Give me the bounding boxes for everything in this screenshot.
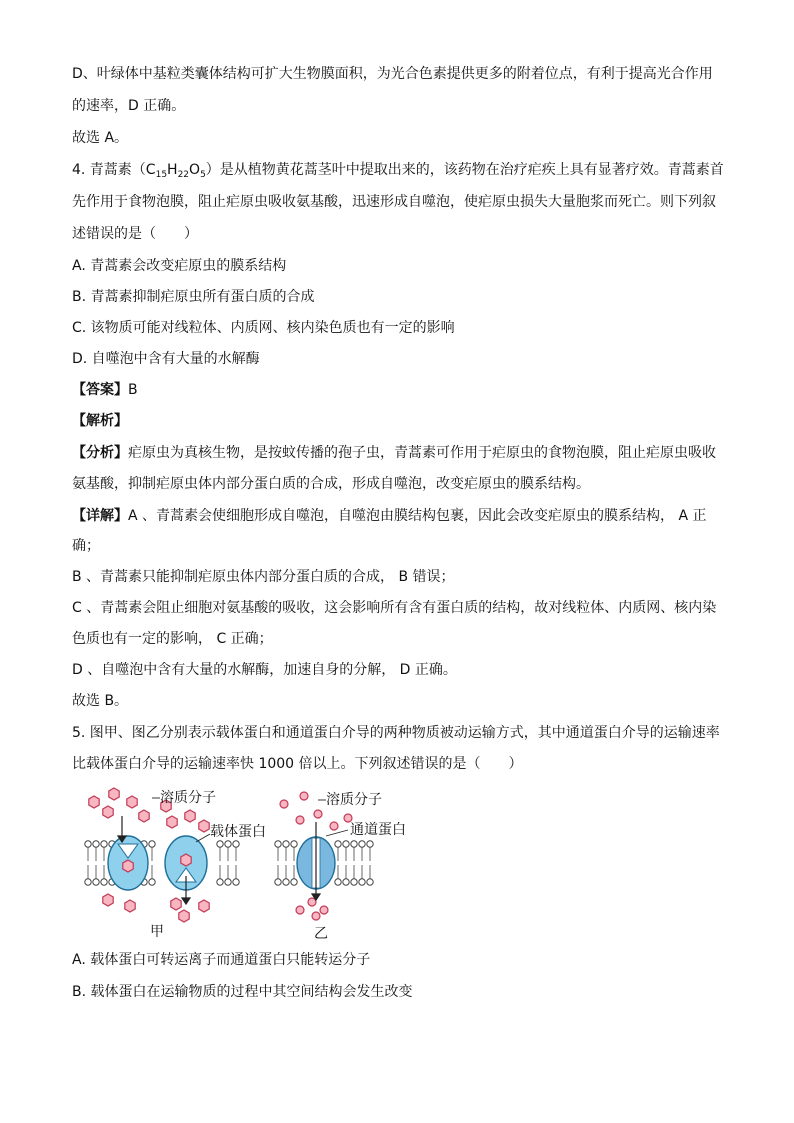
q5-stem-line2: 比载体蛋白介导的运输速率快 1000 倍以上。下列叙述错误的是（ ）	[72, 756, 523, 772]
q4-xiangjie-d: D 、自噬泡中含有大量的水解酶，加速自身的分解， D 正确。	[72, 662, 457, 678]
q4-option-c: C. 该物质可能对线粒体、内质网、核内染色质也有一定的影响	[72, 320, 455, 336]
fenxi-tag: 【分析】	[72, 445, 128, 461]
q4-xiangjie-line1	[72, 506, 707, 526]
q3-answer-select: 故选 A。	[72, 130, 129, 146]
answer-tag: 【答案】	[72, 382, 128, 398]
q4-xiangjie-c-line2: 色质也有一定的影响， C 正确；	[72, 631, 273, 647]
q4-stem-part1: 4. 青蒿素（C	[72, 162, 156, 178]
carrier-protein-1	[108, 836, 148, 890]
q4-xiangjie-c-line1: C 、青蒿素会阻止细胞对氨基酸的吸收，这会影响所有含有蛋白质的结构，故对线粒体、内质网、核内染	[72, 600, 717, 616]
q4-option-b: B. 青蒿素抑制疟原虫所有蛋白质的合成	[72, 289, 315, 305]
q3-option-d-line1: D、叶绿体中基粒类囊体结构可扩大生物膜面积，为光合色素提供更多的附着位点，有利于提高光合作用	[72, 66, 713, 82]
q4-stem-line1	[72, 160, 724, 185]
q4-option-d: D. 自噬泡中含有大量的水解酶	[72, 351, 260, 367]
label-jia: 甲	[150, 924, 164, 940]
formula-sub-15: 15	[155, 170, 168, 180]
label-yi: 乙	[314, 926, 328, 942]
q4-stem-part2: ）是从植物黄花蒿茎叶中提取出来的，该药物在治疗疟疾上具有显著疗效。青蒿素首	[205, 162, 724, 178]
q3-option-d-line2: 的速率，D 正确。	[72, 98, 186, 114]
q5-option-a: A. 载体蛋白可转运离子而通道蛋白只能转运分子	[72, 952, 371, 968]
transport-figure	[72, 786, 432, 944]
answer-value: B	[128, 382, 138, 398]
q4-answer-select: 故选 B。	[72, 693, 129, 709]
formula-h: H	[167, 162, 178, 178]
formula-o: O	[189, 162, 201, 178]
q4-stem-line2: 先作用于食物泡膜，阻止疟原虫吸收氨基酸，迅速形成自噬泡，使疟原虫损失大量胞浆而死亡。则下列叙	[72, 194, 716, 210]
solute-molecules-bottom-right	[296, 898, 328, 920]
q4-fenxi-line2: 氨基酸，抑制疟原虫体内部分蛋白质的合成，形成自噬泡，改变疟原虫的膜系结构。	[72, 476, 590, 492]
q4-stem-line3: 述错误的是（ ）	[72, 226, 198, 242]
label-channel: 通道蛋白	[350, 822, 406, 838]
q4-option-a: A. 青蒿素会改变疟原虫的膜系结构	[72, 258, 287, 274]
xiangjie-tag: 【详解】	[72, 508, 128, 524]
xiangjie-a-text: A 、青蒿素会使细胞形成自噬泡，自噬泡由膜结构包裹，因此会改变疟原虫的膜系结构， A 正	[128, 508, 707, 524]
fenxi-text: 疟原虫为真核生物，是按蚊传播的孢子虫，青蒿素可作用于疟原虫的食物泡膜，阻止疟原虫吸收	[128, 445, 716, 461]
q4-answer	[72, 380, 138, 400]
label-solute-right: 溶质分子	[326, 792, 382, 808]
formula-sub-22: 22	[177, 170, 190, 180]
q5-option-b: B. 载体蛋白在运输物质的过程中其空间结构会发生改变	[72, 984, 413, 1000]
label-carrier: 载体蛋白	[210, 824, 266, 840]
q5-stem-line1: 5. 图甲、图乙分别表示载体蛋白和通道蛋白介导的两种物质被动运输方式，其中通道蛋白介导的运输速率	[72, 725, 720, 741]
q4-fenxi-line1	[72, 443, 716, 463]
solute-molecules-bottom-left	[103, 894, 209, 922]
formula-sub-5: 5	[200, 170, 206, 180]
q4-jiexi-tag: 【解析】	[72, 413, 128, 429]
q4-xiangjie-a-line2: 确；	[72, 538, 100, 554]
q4-xiangjie-b: B 、青蒿素只能抑制疟原虫体内部分蛋白质的合成， B 错误；	[72, 569, 455, 585]
label-solute-left: 溶质分子	[160, 790, 216, 806]
